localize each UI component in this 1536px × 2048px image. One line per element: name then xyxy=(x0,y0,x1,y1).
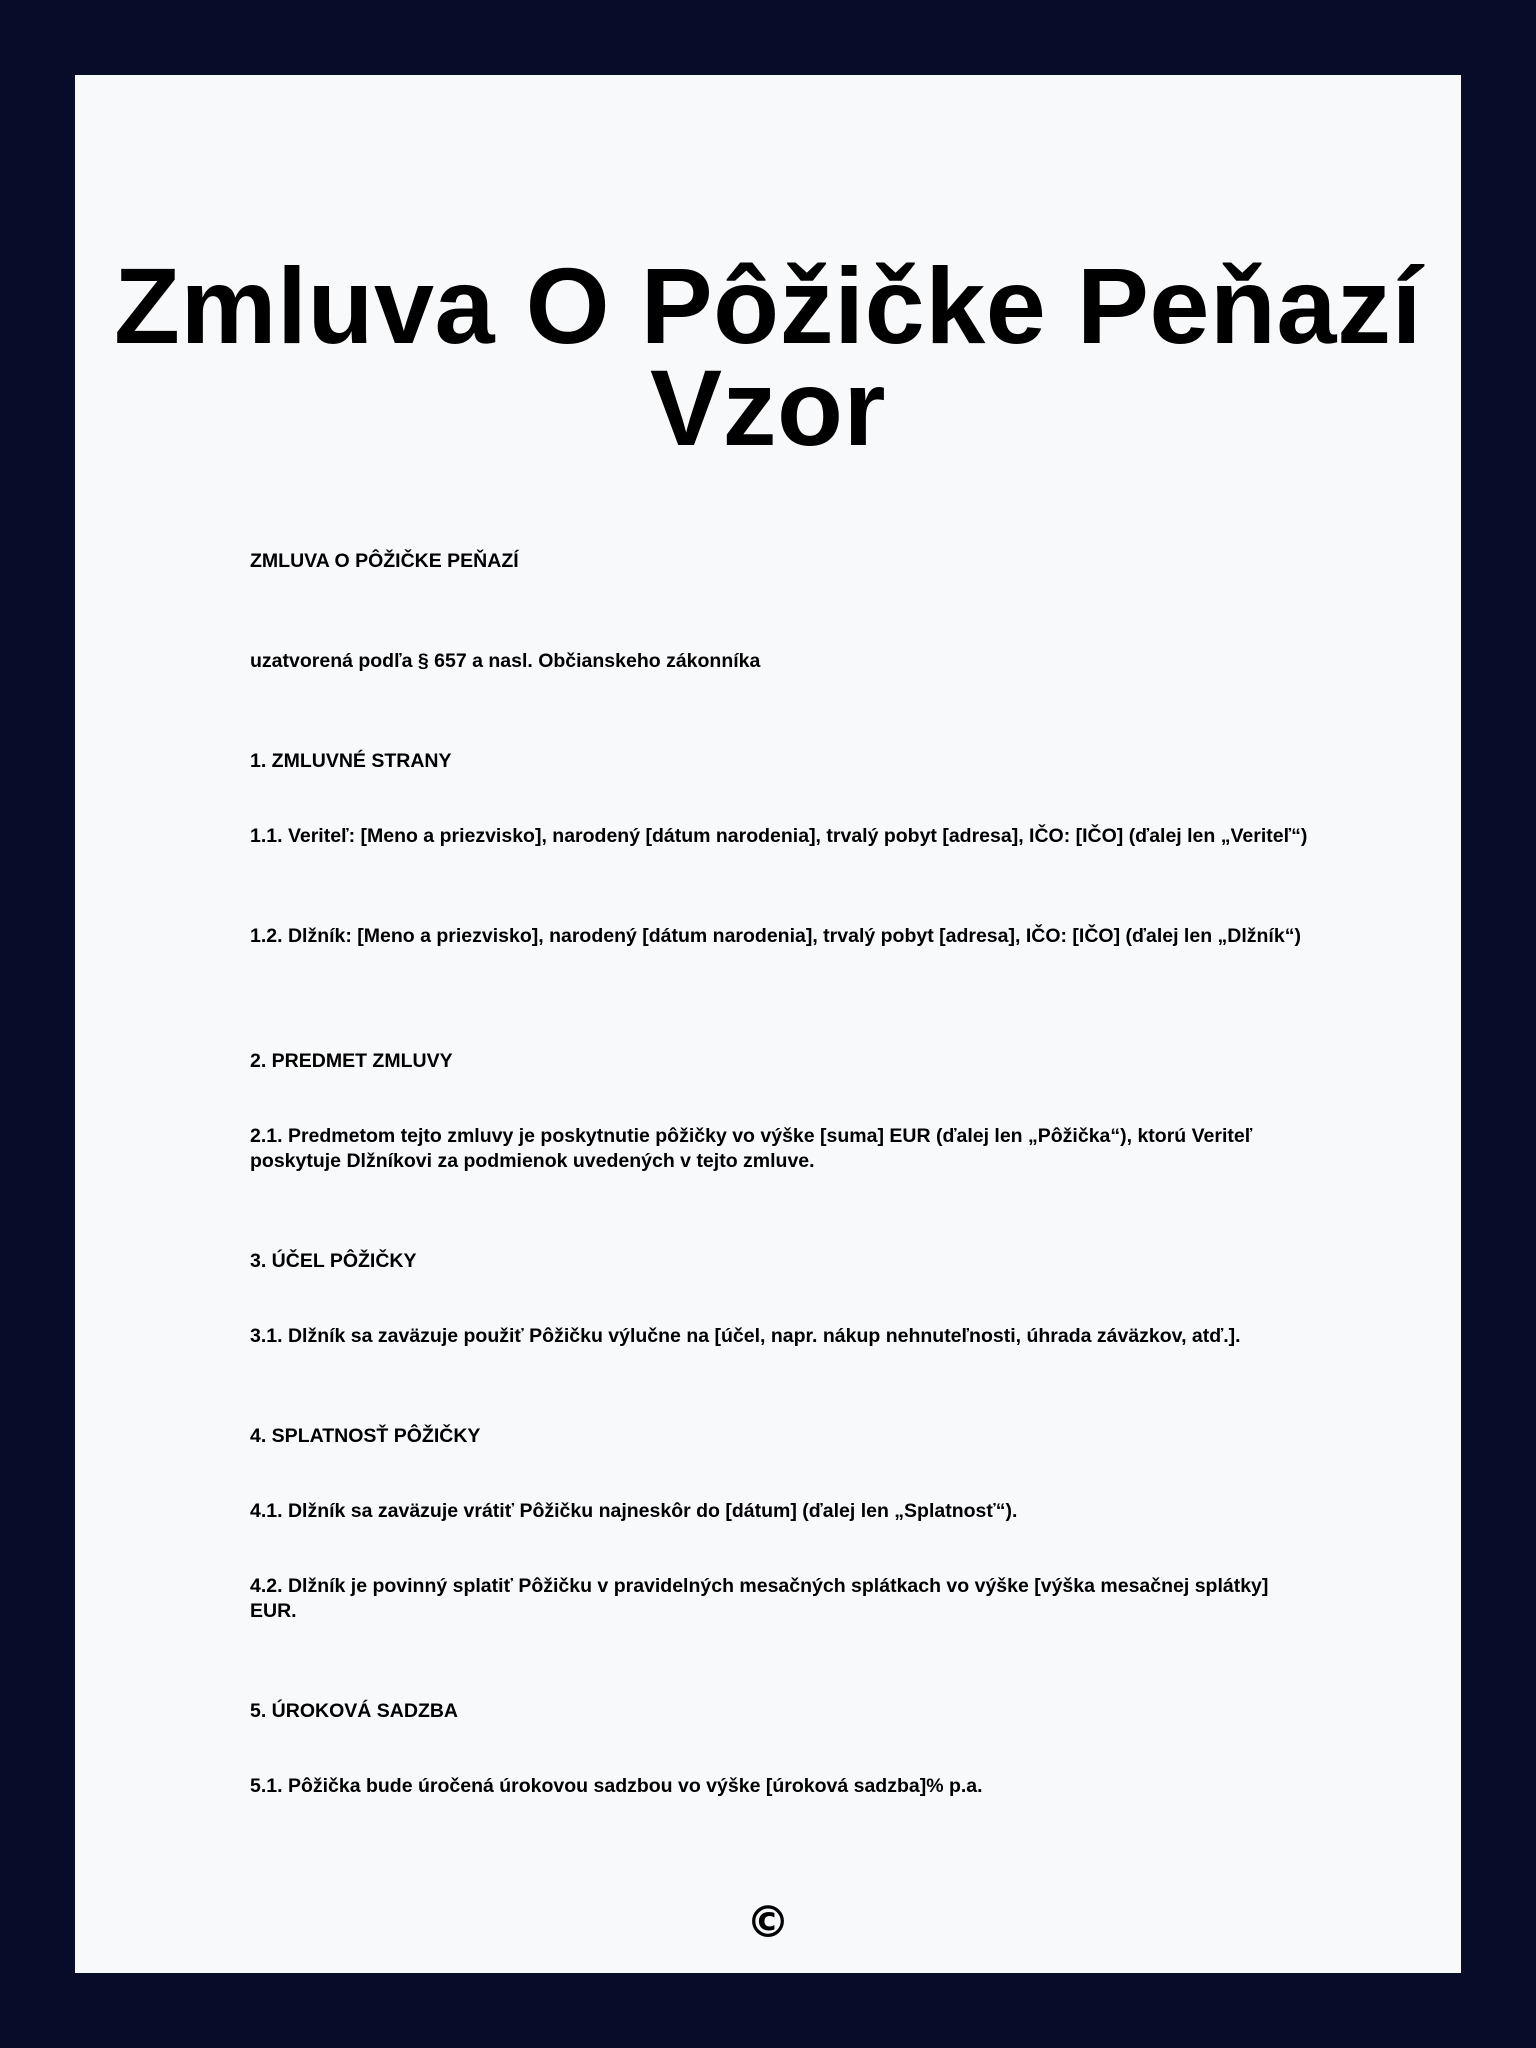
section-paragraph: 1.1. Veriteľ: [Meno a priezvisko], narodený [dátum narodenia], trvalý pobyt [adresa], IČO: [IČO] (ďalej len „Veriteľ“) xyxy=(250,825,1308,847)
section-paragraph: 4.1. Dlžník sa zaväzuje vrátiť Pôžičku najneskôr do [dátum] (ďalej len „Splatnosť“). xyxy=(250,1500,1018,1522)
section-paragraph: 5.1. Pôžička bude úročená úrokovou sadzbou vo výške [úroková sadzba]% p.a. xyxy=(250,1775,983,1797)
contract-heading: ZMLUVA O PÔŽIČKE PEŇAZÍ xyxy=(250,550,519,572)
section-paragraph: 1.2. Dlžník: [Meno a priezvisko], narodený [dátum narodenia], trvalý pobyt [adresa], IČO: [IČO] (ďalej len „Dlžník“) xyxy=(250,925,1301,947)
document-title: Zmluva O Pôžičke Peňazí Vzor xyxy=(114,245,1422,468)
section-paragraph: 2.1. Predmetom tejto zmluvy je poskytnutie pôžičky vo výške [suma] EUR (ďalej len „Pôžička“), ktorú Veriteľ poskytuje Dlžníkovi za podmienok uvedených v tejto zmluve. xyxy=(250,1125,1258,1172)
section-heading: 4. SPLATNOSŤ PÔŽIČKY xyxy=(250,1425,481,1447)
section-paragraph: 3.1. Dlžník sa zaväzuje použiť Pôžičku výlučne na [účel, napr. nákup nehnuteľnosti, úhrada záväzkov, atď.]. xyxy=(250,1325,1241,1347)
section-heading: 2. PREDMET ZMLUVY xyxy=(250,1050,453,1072)
section-heading: 1. ZMLUVNÉ STRANY xyxy=(250,750,452,772)
document-page xyxy=(75,75,1461,1973)
copyright-icon: © xyxy=(746,1897,790,1948)
section-heading: 3. ÚČEL PÔŽIČKY xyxy=(250,1250,417,1272)
contract-subheading: uzatvorená podľa § 657 a nasl. Občianskeho zákonníka xyxy=(250,650,761,672)
section-paragraph: 4.2. Dlžník je povinný splatiť Pôžičku v pravidelných mesačných splátkach vo výške [výška mesačnej splátky] EUR. xyxy=(250,1575,1274,1622)
section-heading: 5. ÚROKOVÁ SADZBA xyxy=(250,1700,459,1722)
